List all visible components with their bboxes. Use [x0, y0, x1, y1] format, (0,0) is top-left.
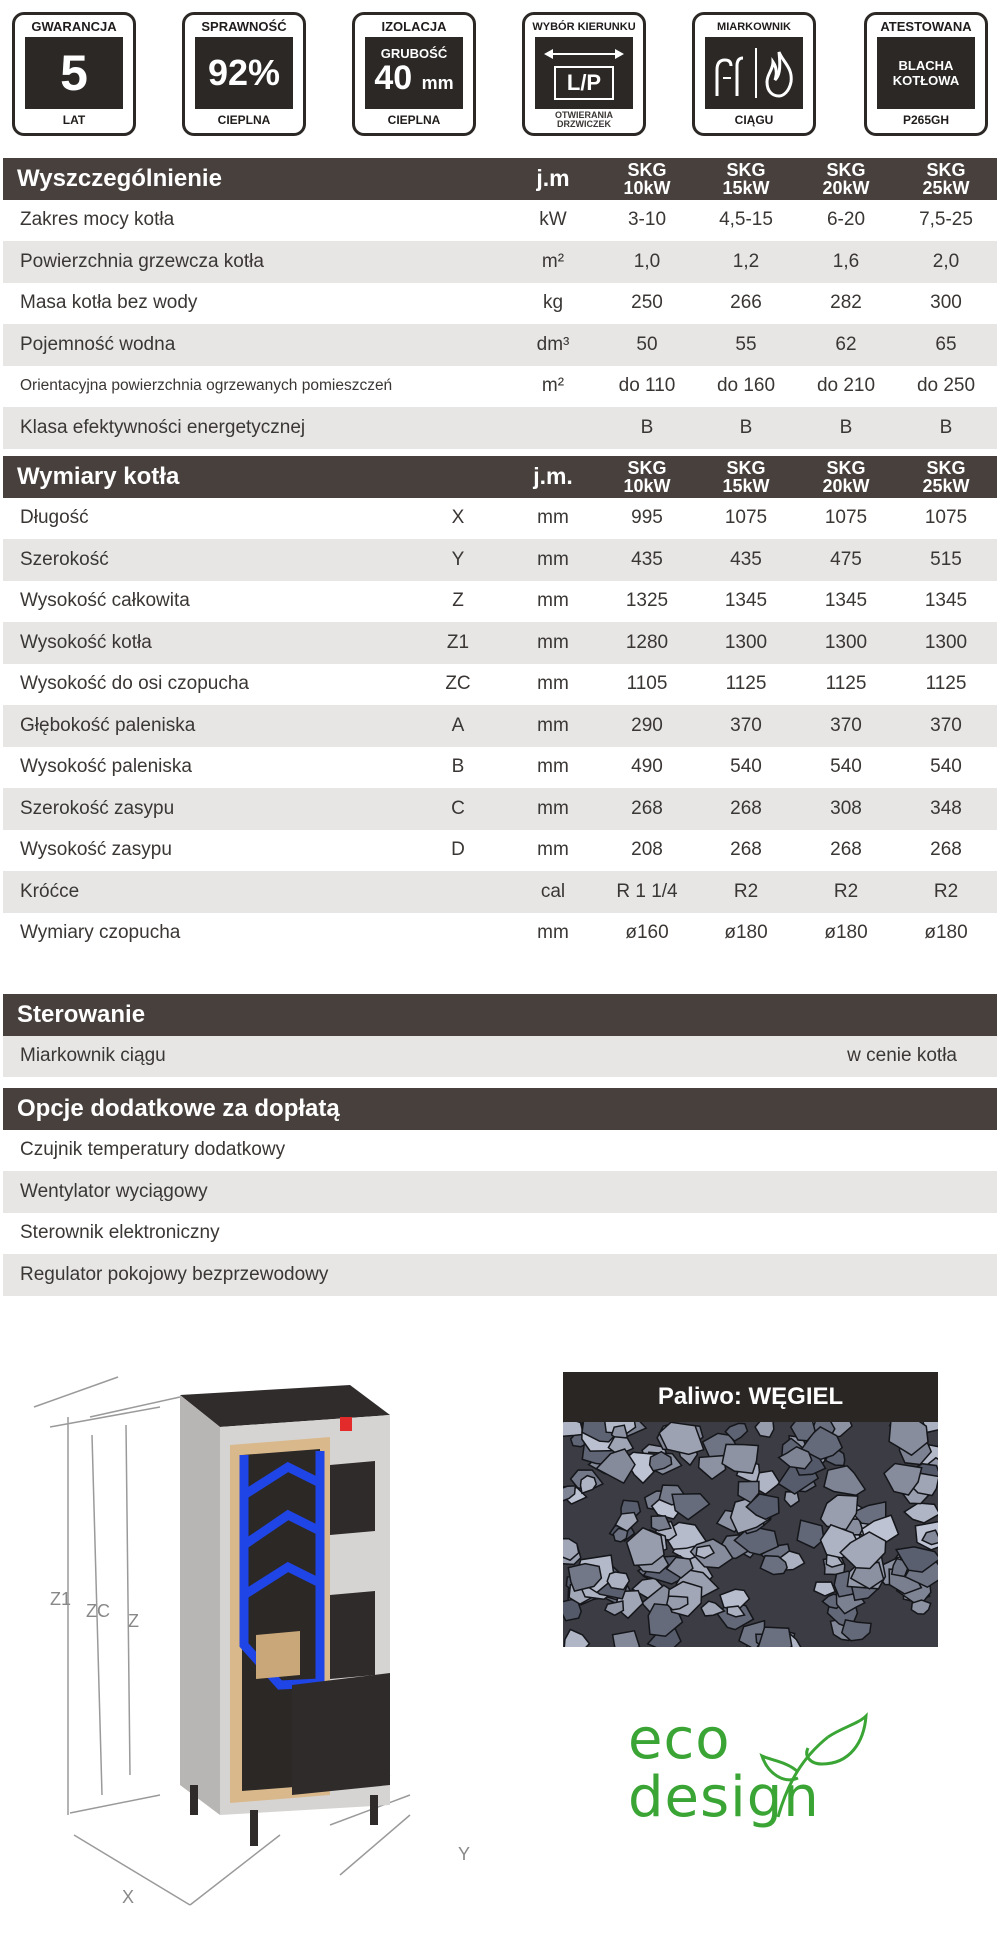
row-value: 540	[930, 756, 962, 778]
row-value: 1125	[825, 673, 867, 695]
row-label: Wysokość zasypu	[20, 839, 172, 861]
row-label: Szerokość	[20, 548, 109, 570]
row-label: Długość	[20, 507, 89, 529]
badge-caption: LAT	[62, 113, 86, 127]
row-label: Pojemność wodna	[20, 333, 176, 355]
row-value: B	[640, 416, 654, 438]
row-symbol: B	[451, 756, 465, 778]
row-value: 1105	[626, 673, 668, 695]
row-value: R2	[733, 880, 759, 902]
flame-icon	[761, 48, 797, 98]
row-value: 7,5-25	[919, 209, 973, 231]
model-header: SKG 20kW	[822, 159, 870, 198]
row-value: do 210	[816, 375, 876, 397]
row-value: ø160	[625, 922, 669, 944]
row-value: 1,2	[732, 250, 760, 272]
option-row: Wentylator wyciągowy	[3, 1171, 997, 1213]
table-row	[3, 913, 997, 955]
row-value: 250	[631, 292, 663, 314]
row-label: Zakres mocy kotła	[20, 209, 175, 231]
row-symbol	[423, 913, 493, 955]
row-value: 300	[930, 292, 962, 314]
table-row	[3, 871, 997, 913]
table-row	[3, 830, 997, 872]
options-title: Opcje dodatkowe za dopłatą	[17, 1094, 340, 1122]
row-symbol: Z1	[446, 631, 470, 653]
row-value: 490	[631, 756, 663, 778]
row-value: 1,6	[832, 250, 860, 272]
row-value: R2	[933, 880, 959, 902]
row-value: B	[739, 416, 753, 438]
row-unit	[513, 407, 593, 449]
row-label: Klasa efektywności energetycznej	[20, 416, 306, 438]
row-value: 1300	[824, 631, 868, 653]
row-value: 282	[830, 292, 862, 314]
dim-label-y: Y	[458, 1844, 471, 1864]
row-value: 65	[935, 333, 957, 355]
row-value: 1345	[724, 590, 768, 612]
row-value: 268	[930, 839, 962, 861]
row-unit: mm	[537, 507, 569, 529]
model-header: SKG 15kW	[722, 159, 770, 198]
row-value: ø180	[724, 922, 768, 944]
badge-caption: CIĄGU	[734, 113, 774, 127]
row-value: do 110	[618, 375, 676, 397]
unit-header: j.m	[536, 165, 570, 192]
row-label: Wysokość do osi czopucha	[20, 673, 249, 695]
model-header: SKG 15kW	[722, 457, 770, 496]
insulation-badge	[352, 12, 476, 136]
regulator-icon	[711, 48, 751, 98]
row-unit: mm	[537, 922, 569, 944]
table-row	[3, 747, 997, 789]
badge-value: 40	[374, 59, 413, 97]
draft-regulator-badge	[692, 12, 816, 136]
model-header: SKG 10kW	[623, 457, 671, 496]
table-row	[3, 581, 997, 623]
row-value: 6-20	[826, 209, 866, 231]
row-value: 435	[631, 548, 663, 570]
row-value: 1300	[924, 631, 968, 653]
row-label: Wymiary czopucha	[20, 922, 181, 944]
table-row	[3, 283, 997, 325]
row-value: do 160	[716, 375, 776, 397]
table-row	[3, 788, 997, 830]
table-row	[3, 705, 997, 747]
row-label: Wysokość całkowita	[20, 590, 190, 612]
row-value: ø180	[924, 922, 968, 944]
feature-badges	[12, 12, 988, 136]
badge-value: L/P	[566, 69, 602, 95]
unit-header: j.m.	[533, 463, 573, 490]
row-value: 370	[830, 714, 862, 736]
row-value: 370	[730, 714, 762, 736]
row-symbol	[423, 871, 493, 913]
spec-title: Wyszczególnienie	[17, 164, 222, 192]
dim-label-zc: ZC	[86, 1601, 110, 1621]
table-row	[3, 324, 997, 366]
badge-caption: OTWIERANIA DRZWICZEK	[555, 110, 613, 129]
certified-badge	[864, 12, 988, 136]
dimensions-table-header	[3, 456, 997, 498]
row-unit: mm	[537, 756, 569, 778]
row-unit: mm	[537, 548, 569, 570]
dim-label-z: Z	[128, 1611, 139, 1631]
row-value: 268	[631, 797, 663, 819]
spec-table-header	[3, 158, 997, 200]
row-value: 515	[930, 548, 962, 570]
badge-caption: CIEPLNA	[387, 113, 441, 127]
row-value: 4,5-15	[719, 209, 773, 231]
row-value: 1280	[625, 631, 669, 653]
row-unit: kg	[542, 292, 564, 314]
row-value: 55	[735, 333, 757, 355]
model-header: SKG 25kW	[922, 457, 970, 496]
design-word: design	[628, 1765, 820, 1830]
badge-value: 92%	[207, 52, 281, 93]
dimensions-rows	[3, 498, 997, 955]
row-value: 435	[730, 548, 762, 570]
table-row	[3, 539, 997, 581]
control-section	[3, 994, 997, 1077]
leaf-icon	[758, 1712, 868, 1822]
model-header: SKG 10kW	[623, 159, 671, 198]
badge-caption: CIEPLNA	[217, 113, 271, 127]
table-row	[3, 622, 997, 664]
double-arrow-icon	[544, 47, 624, 61]
fuel-title: Paliwo: WĘGIEL	[657, 1383, 844, 1410]
row-value: 1300	[724, 631, 768, 653]
badge-value: BLACHA KOTŁOWA	[892, 58, 960, 88]
row-label: Masa kotła bez wody	[20, 292, 198, 314]
badge-unit: mm	[421, 73, 454, 93]
row-value: 1325	[625, 590, 669, 612]
model-header: SKG 20kW	[822, 457, 870, 496]
model-header: SKG 25kW	[922, 159, 970, 198]
control-title: Sterowanie	[17, 1000, 146, 1028]
efficiency-badge	[182, 12, 306, 136]
options-section	[3, 1088, 997, 1296]
boiler-illustration	[180, 1385, 390, 1846]
row-value: R2	[833, 880, 859, 902]
row-label: Powierzchnia grzewcza kotła	[20, 250, 264, 272]
row-unit: mm	[537, 797, 569, 819]
row-value: 62	[835, 333, 857, 355]
table-row	[3, 200, 997, 242]
row-unit: cal	[540, 880, 566, 902]
spec-rows	[3, 200, 997, 449]
dim-label-z1: Z1	[50, 1589, 72, 1609]
table-row	[3, 241, 997, 283]
row-value: 540	[730, 756, 762, 778]
row-value: 290	[631, 714, 663, 736]
control-item: Miarkownik ciągu	[20, 1045, 166, 1067]
control-header	[3, 994, 997, 1036]
badge-title: MIARKOWNIK	[717, 21, 791, 33]
row-value: 266	[730, 292, 762, 314]
fuel-panel	[563, 1372, 938, 1647]
row-value: 268	[730, 839, 762, 861]
badge-title: SPRAWNOŚĆ	[201, 19, 287, 34]
row-value: 268	[730, 797, 762, 819]
row-unit: mm	[537, 673, 569, 695]
row-value: 1125	[925, 673, 967, 695]
row-value: 1075	[924, 507, 968, 529]
warranty-badge	[12, 12, 136, 136]
row-unit: mm	[537, 839, 569, 861]
eco-word: eco	[628, 1707, 731, 1772]
option-row: Regulator pokojowy bezprzewodowy	[3, 1254, 997, 1296]
row-unit: kW	[539, 209, 567, 231]
row-symbol: X	[451, 507, 465, 529]
row-value: 1075	[724, 507, 768, 529]
coal-photo	[563, 1422, 938, 1647]
row-unit: dm³	[536, 333, 570, 355]
row-value: ø180	[824, 922, 868, 944]
door-direction-badge	[522, 12, 646, 136]
row-value: 995	[631, 507, 663, 529]
row-value: 308	[830, 797, 862, 819]
boiler-dimension-diagram	[30, 1355, 550, 1935]
ecodesign-logo	[628, 1707, 868, 1862]
row-value: 1345	[924, 590, 968, 612]
badge-title: ATESTOWANA	[880, 19, 972, 34]
table-row	[3, 664, 997, 706]
row-symbol: ZC	[445, 673, 471, 695]
options-header	[3, 1088, 997, 1130]
row-value: B	[939, 416, 953, 438]
row-unit: mm	[537, 590, 569, 612]
row-value: 540	[830, 756, 862, 778]
spec-table	[3, 158, 997, 449]
row-value: 1345	[824, 590, 868, 612]
table-row	[3, 407, 997, 449]
row-value: 2,0	[932, 250, 960, 272]
option-row: Sterownik elektroniczny	[20, 1222, 220, 1244]
row-symbol: Y	[451, 548, 465, 570]
row-symbol: A	[451, 714, 465, 736]
row-unit: m²	[541, 250, 565, 272]
row-value: 268	[830, 839, 862, 861]
table-row	[3, 498, 997, 540]
row-symbol: Z	[452, 590, 464, 612]
row-value: 3-10	[627, 209, 667, 231]
badge-title: IZOLACJA	[381, 19, 447, 34]
row-value: 1125	[725, 673, 767, 695]
option-row: Czujnik temperatury dodatkowy	[20, 1139, 286, 1161]
row-value: 475	[830, 548, 862, 570]
badge-subtitle: GRUBOŚĆ	[380, 46, 448, 61]
row-label: Szerokość zasypu	[20, 797, 175, 819]
dimensions-table	[3, 456, 997, 954]
row-value: B	[839, 416, 853, 438]
row-value: 348	[930, 797, 962, 819]
row-value: 50	[636, 333, 658, 355]
row-value: do 250	[916, 375, 976, 397]
row-value: 1075	[824, 507, 868, 529]
row-symbol: C	[451, 797, 465, 819]
row-label: Orientacyjna powierzchnia ogrzewanych pomieszczeń	[20, 377, 393, 395]
row-unit: mm	[537, 714, 569, 736]
row-label: Głębokość paleniska	[20, 714, 196, 736]
row-label: Króćce	[20, 880, 80, 902]
row-unit: m²	[541, 375, 565, 397]
row-value: 370	[930, 714, 962, 736]
dimensions-title: Wymiary kotła	[17, 462, 180, 490]
control-row	[3, 1036, 997, 1078]
badge-caption: P265GH	[902, 113, 950, 127]
row-unit: mm	[537, 631, 569, 653]
control-value: w cenie kotła	[847, 1045, 957, 1067]
badge-title: GWARANCJA	[31, 19, 117, 34]
badge-title: WYBÓR KIERUNKU	[532, 21, 636, 33]
row-value: 1,0	[633, 250, 661, 272]
badge-value: 5	[60, 45, 88, 101]
row-value: R 1 1/4	[616, 880, 678, 902]
row-label: Wysokość paleniska	[20, 756, 192, 778]
table-row	[3, 366, 997, 408]
row-symbol: D	[451, 839, 465, 861]
row-value: 208	[631, 839, 663, 861]
dim-label-x: X	[122, 1887, 135, 1907]
row-label: Wysokość kotła	[20, 631, 152, 653]
